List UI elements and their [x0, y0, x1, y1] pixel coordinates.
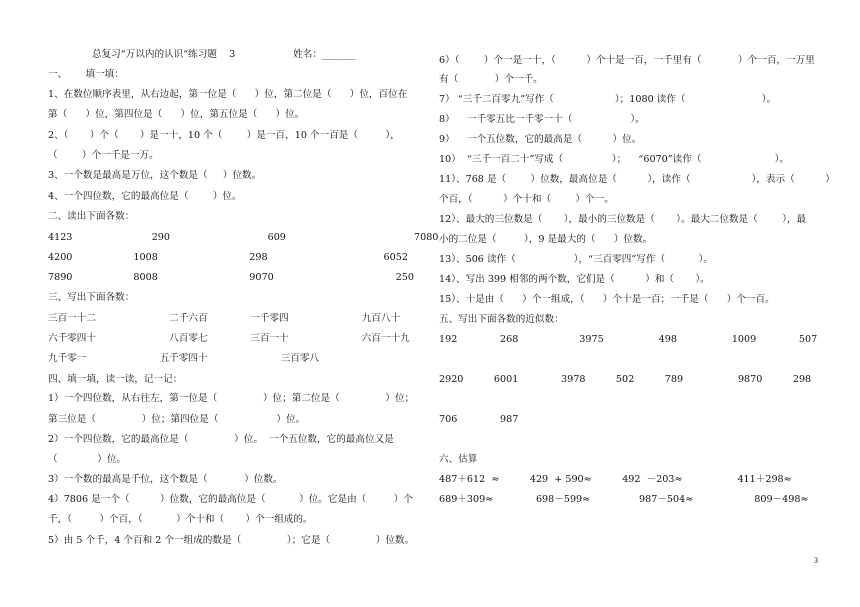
right-line: 13）、506 读作（ ），“三百零四”写作（ ）。: [439, 254, 713, 265]
right-line: 11）、768 是（ ）位数，最高位是（ ），读作（ ），表示（ ）: [439, 174, 835, 185]
right-line: 706 987: [439, 414, 519, 425]
left-line: 2）一个四位数，它的最高位是（ ）位。 一个五位数，它的最高位又是: [48, 434, 394, 445]
left-line: （ ）位。: [48, 454, 127, 465]
left-line: 4200 1008 298 6052: [48, 252, 408, 263]
left-line: 2、（ ）个（ ）是一十，10 个（ ）是一百，10 个一百是（ ），: [48, 130, 400, 141]
left-line: 5）由 5 个千，4 个百和 2 个一组成的数是（ ）；它是（ ）位数。: [48, 535, 415, 546]
right-line: 有（ ）个一千。: [439, 74, 543, 85]
left-line: 4）7806 是一个（ ）位数，它的最高位是（ ）位。它是由（ ）个: [48, 494, 413, 505]
right-line: 五、写出下面各数的近似数：: [439, 314, 564, 325]
right-line: 689＋309≈ 698－599≈ 987－504≈ 809－498≈: [439, 494, 809, 505]
left-line: 三百一十二 二千六百 一千零四 九百八十: [48, 313, 401, 324]
left-line: 1）一个四位数，从右往左，第一位是（ ）位；第二位是（ ）位；: [48, 393, 415, 404]
right-line: 2920 6001 3978 502 789 9870 298: [439, 374, 812, 385]
left-line: 7890 8008 9070 250: [48, 272, 415, 283]
left-line: 1、在数位顺序表里，从右边起，第一位是（ ）位，第二位是（ ）位，百位在: [48, 89, 408, 100]
right-line: 15）、十是由（ ）个一组成，（ ）个十是一百；一千是（ ）个一百。: [439, 294, 775, 305]
page-number: 3: [814, 556, 818, 565]
left-line: 九千零一 五千零四十 三百零八: [48, 353, 320, 364]
left-line: 总复习“万以内的认识“练习题 3 姓名：_______: [92, 49, 356, 60]
left-line: 三、写出下面各数：: [48, 292, 135, 303]
left-line: 3、一个数是最高是万位，这个数是（ ）位数。: [48, 170, 262, 181]
left-line: 4、一个四位数，它的最高位是（ ）位。: [48, 191, 242, 202]
left-line: （ ）个一千是一万。: [48, 150, 159, 161]
left-line: 千，（ ）个百，（ ）个十和（ ）个一组成的。: [48, 514, 313, 525]
right-line: 小的二位是（ ），9 是最大的（ ）位数。: [439, 234, 653, 245]
left-line: 3）一个数的最高是千位，这个数是（ ）位数。: [48, 474, 283, 485]
left-line: 第（ ）位，第四位是（ ）位，第五位是（ ）位。: [48, 109, 305, 120]
right-line: 9） 一个五位数，它的最高是（ ）位。: [439, 134, 642, 145]
right-line: 192 268 3975 498 1009 507: [439, 334, 818, 345]
left-line: 一、 填一填：: [48, 69, 124, 80]
left-line: 六千零四十 八百零七 三百一十 六百一十九: [48, 333, 410, 344]
right-line: 8） 一千零五比一千零一十（ ）。: [439, 114, 645, 125]
right-line: 487＋612 ≈ 429 + 590≈ 492 －203≈ 411＋298≈: [439, 474, 792, 485]
right-line: 个百，（ ）个十和（ ）个一。: [439, 194, 614, 205]
left-line: 四、填一填，读一读，记一记：: [48, 374, 183, 385]
right-line: 6）（ ）个一是一十，（ ）个十是一百，一千里有（ ）个一百，一万里: [439, 55, 815, 66]
left-line: 第三位是（ ）位；第四位是（ ）位。: [48, 414, 306, 425]
right-line: 六、估算: [439, 454, 478, 465]
right-line: 12）、最大的三位数是（ ），最小的三位数是（ ）。最大二位数是（ ），最: [439, 214, 807, 225]
right-line: 10） “三千一百二十”写成（ ）； “6070”读作（ ）。: [439, 154, 790, 165]
left-line: 4123 290 609 7080: [48, 232, 439, 243]
right-line: 7） “三千二百零九”写作（ ）；1080 读作（ ）。: [439, 94, 777, 105]
left-line: 二、读出下面各数：: [48, 211, 135, 222]
right-line: 14）、写出 399 相邻的两个数，它们是（ ）和（ ）。: [439, 274, 710, 285]
